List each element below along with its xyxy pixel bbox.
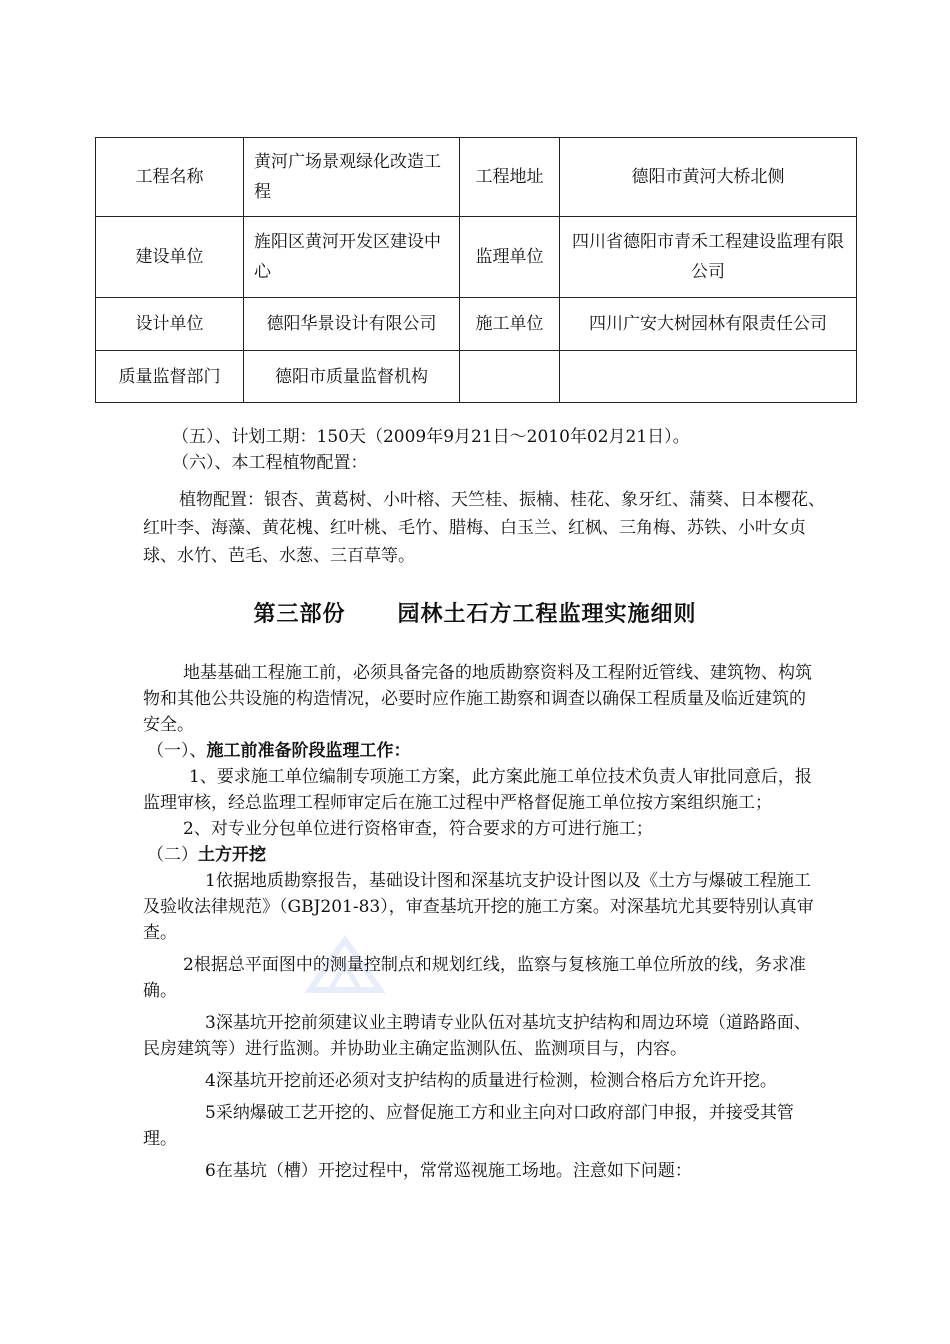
section2-item2: 2根据总平面图中的测量控制点和规划红线，监察与复核施工单位所放的线，务求准确。	[143, 955, 806, 1001]
body-block	[143, 660, 815, 1184]
quality-dept-label: 质量监督部门	[96, 351, 244, 403]
table-row	[96, 298, 857, 351]
quality-dept-value: 德阳市质量监督机构	[244, 351, 460, 403]
contractor-label: 施工单位	[460, 298, 560, 351]
project-name-value: 黄河广场景观绿化改造工程	[244, 138, 460, 217]
plants-block	[143, 486, 825, 570]
section1-prefix: （一）、	[147, 741, 207, 761]
section-heading	[0, 597, 950, 628]
empty-cell	[560, 351, 857, 403]
watermark-icon	[300, 930, 390, 1010]
project-address-label: 工程地址	[460, 138, 560, 217]
project-address-value: 德阳市黄河大桥北侧	[560, 138, 857, 217]
table-row	[96, 138, 857, 217]
project-name-label: 工程名称	[96, 138, 244, 217]
contractor-value: 四川广安大树园林有限责任公司	[560, 298, 857, 351]
section2-prefix: （二）	[147, 845, 198, 865]
section2-heading	[147, 842, 815, 868]
owner-label: 建设单位	[96, 217, 244, 298]
table-row	[96, 351, 857, 403]
section2-item1: 1依据地质勘察报告，基础设计图和深基坑支护设计图以及《土方与爆破工程施工及验收法律规范》（GBJ201-83），审查基坑开挖的施工方案。对深基坑尤其要特别认真审查。	[143, 871, 814, 943]
schedule-line: （五）、计划工期：150天（2009年9月21日～2010年02月21日）。	[172, 427, 690, 447]
intro-paragraph: 地基基础工程施工前，必须具备完备的地质勘察资料及工程附近管线、建筑物、构筑物和其他公共设施的构造情况，必要时应作施工勘察和调查以确保工程质量及临近建筑的安全。	[143, 663, 812, 735]
project-info-table	[95, 137, 857, 403]
supervisor-label: 监理单位	[460, 217, 560, 298]
empty-cell	[460, 351, 560, 403]
section1-item2: 2、对专业分包单位进行资格审查，符合要求的方可进行施工；	[183, 819, 653, 839]
section1-item1: 1、要求施工单位编制专项施工方案，此方案此施工单位技术负责人审批同意后，报监理审核，经总监理工程师审定后在施工过程中严格督促施工单位按方案组织施工；	[143, 767, 812, 813]
supervisor-value: 四川省德阳市青禾工程建设监理有限公司	[560, 217, 857, 298]
owner-value: 旌阳区黄河开发区建设中心	[244, 217, 460, 298]
heading-title: 园林土石方工程监理实施细则	[397, 602, 697, 627]
table-row	[96, 217, 857, 298]
section2-title: 土方开挖	[198, 845, 266, 865]
schedule-block	[172, 424, 852, 476]
plants-title: （六）、本工程植物配置：	[172, 453, 368, 473]
section2-item4: 4深基坑开挖前还必须对支护结构的质量进行检测，检测合格后方允许开挖。	[205, 1071, 777, 1091]
heading-part: 第三部份	[253, 602, 346, 627]
designer-value: 德阳华景设计有限公司	[244, 298, 460, 351]
section2-item3: 3深基坑开挖前须建议业主聘请专业队伍对基坑支护结构和周边环境（道路路面、民房建筑等）进行监测。并协助业主确定监测队伍、监测项目与，内容。	[143, 1013, 811, 1059]
plants-text: 植物配置：银杏、黄葛树、小叶榕、天竺桂、振楠、桂花、象牙红、蒲葵、日本樱花、红叶李、海藻、黄花槐、红叶桃、毛竹、腊梅、白玉兰、红枫、三角梅、苏铁、小叶女贞球、水竹、芭毛、水葱、三百草等。	[143, 490, 825, 566]
section2-item5: 5采纳爆破工艺开挖的、应督促施工方和业主向对口政府部门申报，并接受其管理。	[143, 1103, 794, 1149]
section2-item6: 6在基坑（槽）开挖过程中，常常巡视施工场地。注意如下问题：	[205, 1161, 692, 1181]
designer-label: 设计单位	[96, 298, 244, 351]
section1-heading	[147, 738, 815, 764]
section1-title: 施工前准备阶段监理工作：	[206, 741, 411, 761]
